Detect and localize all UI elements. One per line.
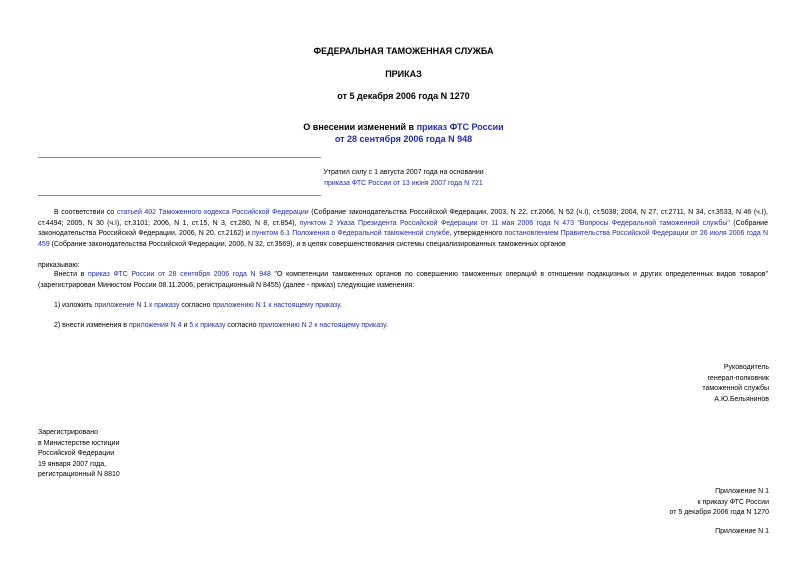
- divider-bottom: [38, 195, 321, 196]
- signature-line: таможенной службы: [702, 385, 769, 392]
- org-name: ФЕДЕРАЛЬНАЯ ТАМОЖЕННАЯ СЛУЖБА: [313, 46, 494, 56]
- registration-line: 19 января 2007 года,: [38, 460, 107, 468]
- doc-title: [0, 121, 807, 145]
- appendix-line: Приложение N 1: [715, 488, 769, 495]
- item-text: .: [385, 322, 388, 329]
- link-appendix-1-order[interactable]: приложение N 1 к приказу: [94, 302, 180, 309]
- appendix-line: к приказу ФТС России: [697, 498, 769, 506]
- status-text: Утратил силу с 1 августа 2007 года на основании: [323, 169, 484, 176]
- link-fts-regulation[interactable]: пунктом 6.1 Положения о Федеральной таможенной службе: [251, 230, 450, 237]
- link-appendix-2-this[interactable]: приложению N 2 к настоящему приказу: [258, 322, 386, 329]
- preamble-text: (Собрание законодательства Российской Федерации, 2006, N 32, ст.3569), и в целях совершенствования системы специализированных таможенных органов: [49, 240, 566, 248]
- signature-block: [702, 363, 769, 405]
- order-text: Внести в: [54, 271, 89, 278]
- link-government-resolution[interactable]: постановлением Правительства Российской Федерации от 26 июля 2006 года N 459: [38, 230, 769, 248]
- order-text: "О компетенции таможенных органов по совершению таможенных операций в отношении подакцизных и других определенных видов товаров" (зарегистрирован Минюстом России 08.11.2006, регистрационный N 8455) (далее - приказ) следующие изменения:: [38, 271, 768, 289]
- signature-name: А.Ю.Бельянинов: [714, 395, 769, 403]
- link-appendix-4[interactable]: приложения N 4: [128, 322, 182, 329]
- link-order-948[interactable]: приказ ФТС России от 28 сентября 2006 года N 948: [88, 271, 271, 278]
- status-note: [0, 168, 807, 189]
- registration-line: Зарегистрировано: [38, 429, 98, 436]
- preamble-text: (Собрание законодательства Российской Федерации, 2006, N 20, ст.2162) и: [38, 219, 768, 237]
- registration-block: [38, 428, 120, 481]
- item-text: согласно: [179, 302, 213, 309]
- preamble-paragraph: [38, 208, 768, 250]
- doc-type: ПРИКАЗ: [385, 69, 422, 79]
- link-appendix-1-this[interactable]: приложению N 1 к настоящему приказу: [212, 302, 340, 309]
- title-text: О внесении изменений в: [303, 122, 417, 132]
- order-paragraph: [38, 270, 768, 291]
- registration-line: в Министерстве юстиции: [38, 439, 120, 447]
- order-item-1: [54, 301, 342, 312]
- appendix-title: Приложение N 1: [715, 528, 769, 535]
- item-text: .: [339, 302, 342, 309]
- registration-line: регистрационный N 8810: [38, 471, 120, 478]
- status-link[interactable]: приказа ФТС России от 13 июня 2007 года N 721: [324, 179, 483, 187]
- signature-line: генерал-полковник: [707, 374, 769, 382]
- order-item-2: [54, 321, 388, 332]
- link-president-decree[interactable]: пунктом 2 Указа Президента Российской Федерации от 11 мая 2006 года N 473 "Вопросы Федеральной таможенной службы": [299, 219, 730, 227]
- preamble-text: В соответствии со: [54, 209, 117, 216]
- item-text: согласно: [225, 322, 259, 329]
- item-text: и: [181, 322, 190, 329]
- preamble-text: , утвержденного: [449, 230, 505, 237]
- appendix-header: [669, 487, 769, 519]
- order-word: приказываю:: [38, 262, 80, 269]
- appendix-line: от 5 декабря 2006 года N 1270: [669, 509, 769, 516]
- title-link-date[interactable]: от 28 сентября 2006 года N 948: [334, 134, 473, 144]
- preamble-text: (Собрание законодательства Российской Федерации, 2003, N 22, ст.2066, N 52 (ч.I), ст.5038; 2004, N 27, ст.2711, N 34, ст.3533, N 46 (ч.I), ст.4494; 2005, N 30 (ч.I), ст.3101; 2006, N 1, ст.15, N 3, ст.280, N 8, ст.854),: [38, 209, 768, 227]
- registration-line: Российской Федерации: [38, 450, 115, 457]
- link-appendix-5[interactable]: 5 к приказу: [189, 322, 226, 329]
- divider-top: [38, 157, 321, 158]
- title-link-order[interactable]: приказ ФТС России: [416, 122, 504, 132]
- link-customs-code[interactable]: статьей 402 Таможенного кодекса Российской Федерации: [116, 209, 309, 216]
- item-text: 1) изложить: [54, 302, 95, 309]
- item-text: 2) внести изменения в: [54, 322, 129, 329]
- signature-line: Руководитель: [723, 364, 769, 371]
- doc-date: от 5 декабря 2006 года N 1270: [337, 91, 470, 101]
